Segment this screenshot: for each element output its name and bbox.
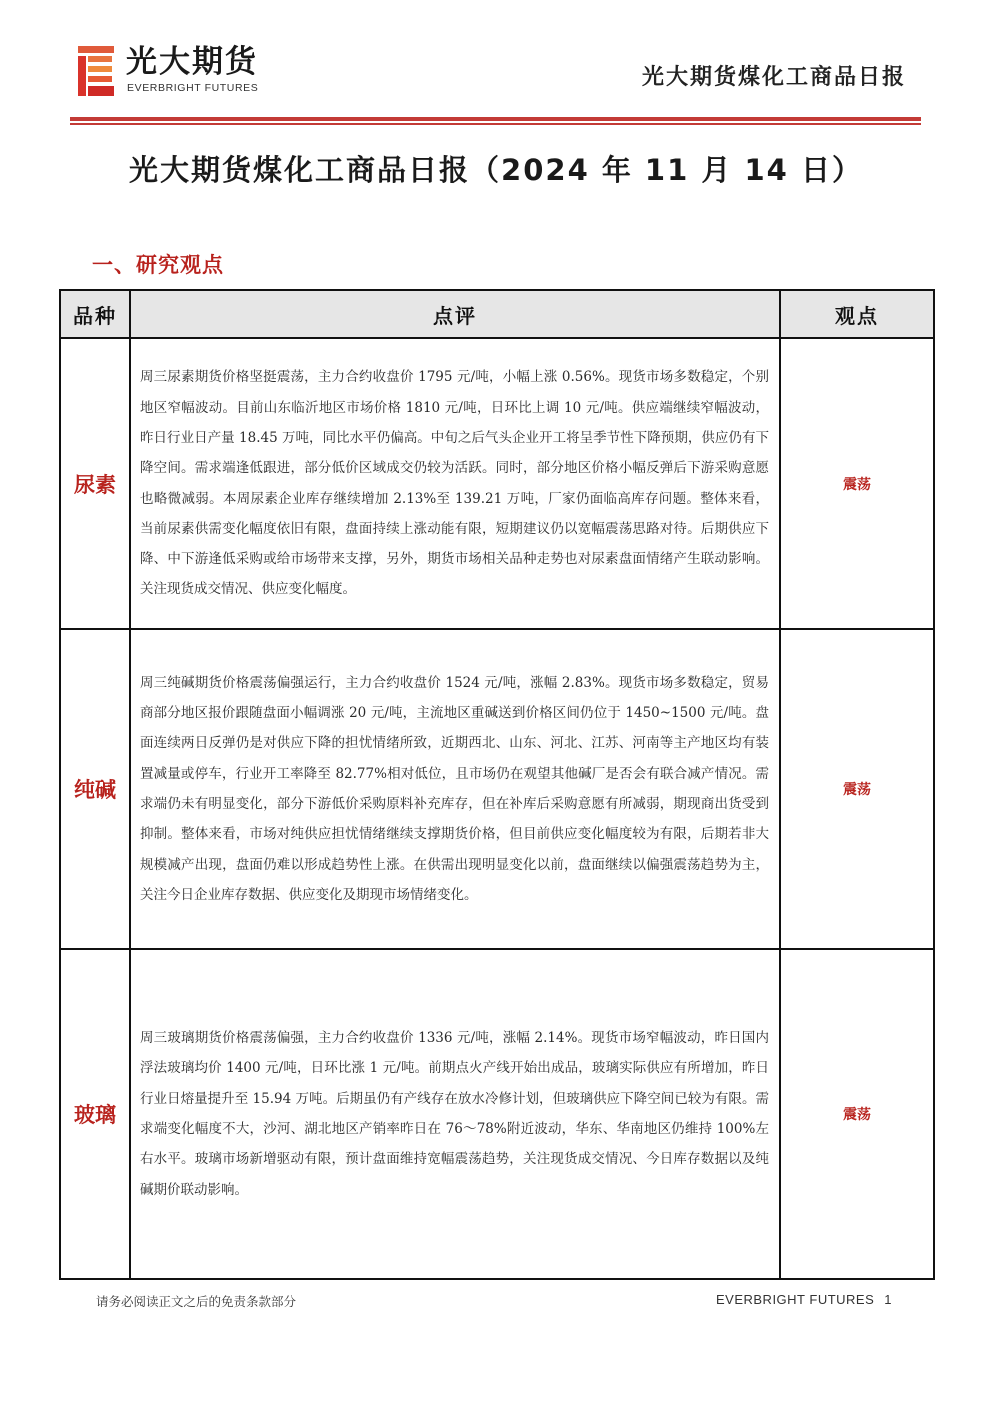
- research-views-table: [59, 289, 935, 1280]
- variety-cell: 尿素: [60, 338, 130, 629]
- table-row-glass: [60, 949, 934, 1279]
- column-header-comment: 点评: [130, 290, 780, 338]
- comment-cell: [130, 629, 780, 949]
- brand-name-en: EVERBRIGHT FUTURES: [127, 82, 259, 94]
- page-title: 光大期货煤化工商品日报（2024 年 11 月 14 日）: [129, 153, 863, 187]
- header-divider-thin: [70, 123, 921, 125]
- column-header-opinion: 观点: [780, 290, 934, 338]
- comment-text: 周三玻璃期货价格震荡偏强，主力合约收盘价 1336 元/吨，涨幅 2.14%。现货市场窄幅波动，昨日国内浮法玻璃均价 1400 元/吨，日环比涨 1 元/吨。前期点火产线开始出成品，玻璃实际供应有所增加，昨日行业日熔量提升至 15.94 万吨。后期虽仍有产线存在放水冷修计划，但玻璃供应下降空间已较为有限。需求端变化幅度不大，沙河、湖北地区产销率昨日在 76～78%附近波动，华东、华南地区仍维持 100%左右水平。玻璃市场新增驱动有限，预计盘面维持宽幅震荡趋势，关注现货成交情况、今日库存数据以及纯碱期价联动影响。: [140, 1030, 769, 1198]
- column-header-variety: 品种: [60, 290, 130, 338]
- comment-text: 周三尿素期货价格坚挺震荡，主力合约收盘价 1795 元/吨，小幅上涨 0.56%。现货市场多数稳定，个别地区窄幅波动。目前山东临沂地区市场价格 1810 元/吨，日环比上调 10 元/吨。供应端继续窄幅波动，昨日行业日产量 18.45 万吨，同比水平仍偏高。中旬之后气头企业开工将呈季节性下降预期，供应仍有下降空间。需求端逢低跟进，部分低价区域成交仍较为活跃。同时，部分地区价格小幅反弹后下游采购意愿也略微减弱。本周尿素企业库存继续增加 2.13%至 139.21 万吨，厂家仍面临高库存问题。整体来看，当前尿素供需变化幅度依旧有限，盘面持续上涨动能有限，短期建议仍以宽幅震荡思路对待。后期供应下降、中下游逢低采购或给市场带来支撑，另外，期货市场相关品种走势也对尿素盘面情绪产生联动影响。关注现货成交情况、供应变化幅度。: [140, 369, 769, 598]
- table-row-urea: [60, 338, 934, 629]
- comment-text: 周三纯碱期货价格震荡偏强运行，主力合约收盘价 1524 元/吨，涨幅 2.83%。现货市场多数稳定，贸易商部分地区报价跟随盘面小幅调涨 20 元/吨，主流地区重碱送到价格区间仍位于 1450~1500 元/吨。盘面连续两日反弹仍是对供应下降的担忧情绪所致，近期西北、山东、河北、江苏、河南等主产地区均有装置减量或停车，行业开工率降至 82.77%相对低位，且市场仍在观望其他碱厂是否会有联合减产情况。需求端仍未有明显变化，部分下游低价采购原料补充库存，但在补库后采购意愿有所减弱，期现商出货受到抑制。整体来看，市场对纯供应担忧情绪继续支撑期货价格，但目前供应变化幅度较为有限，后期若非大规模减产出现，盘面仍难以形成趋势性上涨。在供需出现明显变化以前，盘面继续以偏强震荡趋势为主，关注今日企业库存数据、供应变化及期现市场情绪变化。: [140, 674, 769, 903]
- comment-cell: [130, 338, 780, 629]
- variety-cell: 纯碱: [60, 629, 130, 949]
- header-title: 光大期货煤化工商品日报: [641, 65, 906, 90]
- variety-cell: 玻璃: [60, 949, 130, 1279]
- page-number: 1: [884, 1292, 892, 1307]
- everbright-logo-icon: [78, 44, 116, 98]
- table-header-row: [60, 290, 934, 338]
- opinion-cell: 震荡: [780, 629, 934, 949]
- header-divider: [70, 117, 921, 121]
- footer-disclaimer: 请务必阅读正文之后的免责条款部分: [96, 1294, 297, 1309]
- comment-cell: [130, 949, 780, 1279]
- opinion-cell: 震荡: [780, 338, 934, 629]
- table-row-soda-ash: [60, 629, 934, 949]
- brand-name-cn: 光大期货: [126, 44, 258, 80]
- footer-brand: [716, 1292, 892, 1307]
- opinion-cell: 震荡: [780, 949, 934, 1279]
- section-title: 一、研究观点: [92, 253, 224, 277]
- footer-brand-en: EVERBRIGHT FUTURES: [715, 1292, 875, 1307]
